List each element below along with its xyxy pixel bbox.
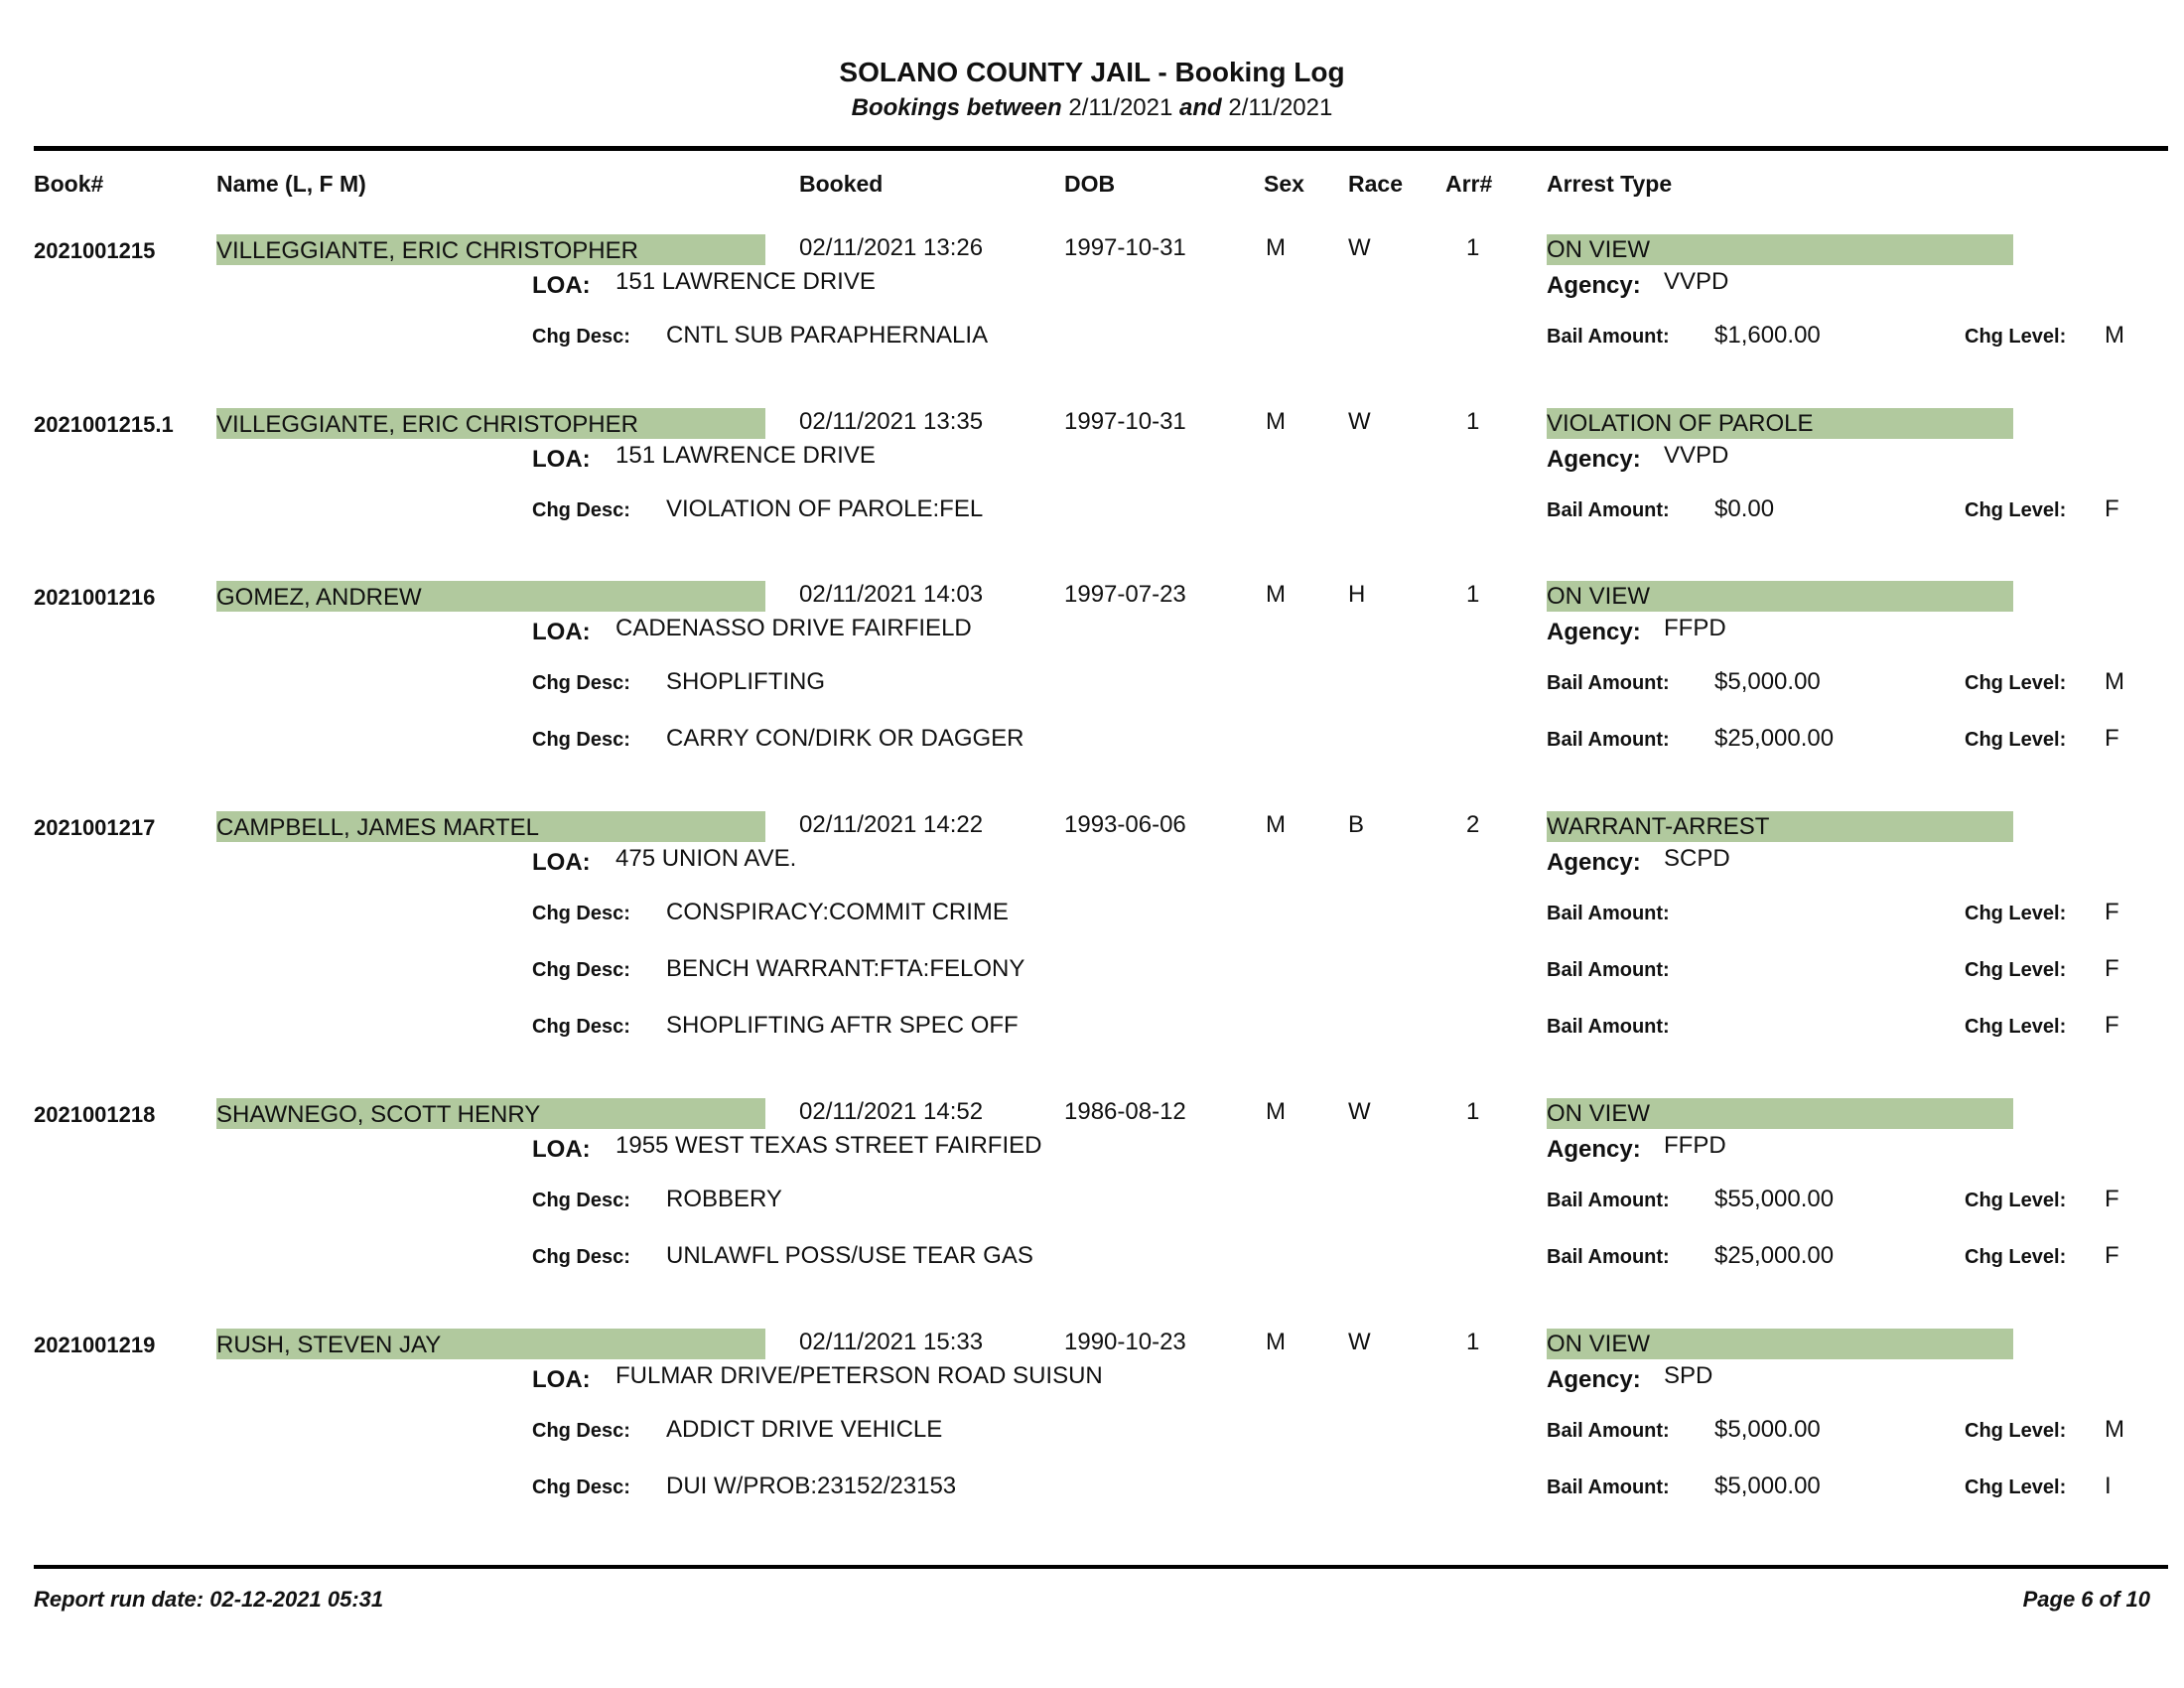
agency-value: FFPD <box>1664 1132 1726 1159</box>
charge-level: M <box>2105 1416 2124 1443</box>
chg-level-label: Chg Level: <box>1965 1190 2067 1211</box>
book-number: 2021001216 <box>34 585 156 610</box>
inmate-name: RUSH, STEVEN JAY <box>216 1329 765 1359</box>
bail-amount-label: Bail Amount: <box>1547 499 1670 521</box>
agency-label: Agency: <box>1547 1136 1641 1163</box>
charge-description: SHOPLIFTING <box>666 668 826 695</box>
arrest-count: 2 <box>1466 811 1480 838</box>
sex-value: M <box>1266 234 1286 261</box>
loa-label: LOA: <box>532 272 591 299</box>
loa-value: 151 LAWRENCE DRIVE <box>615 268 876 295</box>
race-value: W <box>1348 408 1371 435</box>
race-value: B <box>1348 811 1365 838</box>
bail-amount-label: Bail Amount: <box>1547 672 1670 694</box>
loa-value: FULMAR DRIVE/PETERSON ROAD SUISUN <box>615 1362 1103 1389</box>
arrest-type: ON VIEW <box>1547 234 2013 265</box>
col-header-name: Name (L, F M) <box>216 171 366 197</box>
arrest-type: ON VIEW <box>1547 581 2013 612</box>
col-header-sex: Sex <box>1264 171 1304 197</box>
agency-value: FFPD <box>1664 615 1726 641</box>
charge-level: M <box>2105 322 2124 349</box>
loa-label: LOA: <box>532 1366 591 1393</box>
charge-description: ADDICT DRIVE VEHICLE <box>666 1416 943 1443</box>
report-title: SOLANO COUNTY JAIL - Booking Log <box>839 57 1345 87</box>
agency-value: VVPD <box>1664 268 1729 295</box>
book-number: 2021001218 <box>34 1102 156 1127</box>
agency-label: Agency: <box>1547 849 1641 876</box>
date-of-birth: 1997-10-31 <box>1064 234 1186 261</box>
loa-label: LOA: <box>532 619 591 645</box>
subtitle-and: and <box>1179 94 1222 121</box>
sex-value: M <box>1266 1329 1286 1355</box>
col-header-arrest-type: Arrest Type <box>1547 171 1673 197</box>
footer-rule <box>34 1565 2168 1569</box>
charge-description: ROBBERY <box>666 1186 782 1212</box>
loa-value: CADENASSO DRIVE FAIRFIELD <box>615 615 972 641</box>
chg-desc-label: Chg Desc: <box>532 1190 630 1211</box>
bail-amount-label: Bail Amount: <box>1547 1477 1670 1498</box>
charge-level: F <box>2105 1242 2119 1269</box>
arrest-count: 1 <box>1466 408 1480 435</box>
bail-amount-label: Bail Amount: <box>1547 1016 1670 1038</box>
charge-description: BENCH WARRANT:FTA:FELONY <box>666 955 1025 982</box>
chg-level-label: Chg Level: <box>1965 729 2067 751</box>
booked-datetime: 02/11/2021 15:33 <box>799 1329 984 1355</box>
arrest-count: 1 <box>1466 1329 1480 1355</box>
chg-desc-label: Chg Desc: <box>532 1477 630 1498</box>
chg-desc-label: Chg Desc: <box>532 959 630 981</box>
loa-value: 475 UNION AVE. <box>615 845 797 872</box>
arrest-type: VIOLATION OF PAROLE <box>1547 408 2013 439</box>
chg-desc-label: Chg Desc: <box>532 499 630 521</box>
book-number: 2021001215.1 <box>34 412 174 437</box>
book-number: 2021001217 <box>34 815 156 840</box>
bail-amount: $0.00 <box>1714 495 1775 522</box>
loa-label: LOA: <box>532 1136 591 1163</box>
inmate-name: CAMPBELL, JAMES MARTEL <box>216 811 765 842</box>
charge-level: F <box>2105 495 2119 522</box>
chg-level-label: Chg Level: <box>1965 959 2067 981</box>
charge-level: F <box>2105 899 2119 925</box>
race-value: W <box>1348 1329 1371 1355</box>
book-number: 2021001219 <box>34 1333 156 1357</box>
race-value: W <box>1348 234 1371 261</box>
bail-amount-label: Bail Amount: <box>1547 729 1670 751</box>
chg-desc-label: Chg Desc: <box>532 1246 630 1268</box>
loa-label: LOA: <box>532 849 591 876</box>
chg-desc-label: Chg Desc: <box>532 326 630 348</box>
chg-desc-label: Chg Desc: <box>532 1420 630 1442</box>
charge-description: DUI W/PROB:23152/23153 <box>666 1473 957 1499</box>
booked-datetime: 02/11/2021 14:22 <box>799 811 984 838</box>
chg-level-label: Chg Level: <box>1965 1420 2067 1442</box>
sex-value: M <box>1266 581 1286 608</box>
bail-amount-label: Bail Amount: <box>1547 959 1670 981</box>
loa-value: 151 LAWRENCE DRIVE <box>615 442 876 469</box>
date-of-birth: 1997-10-31 <box>1064 408 1186 435</box>
chg-level-label: Chg Level: <box>1965 903 2067 924</box>
agency-value: SPD <box>1664 1362 1713 1389</box>
charge-level: I <box>2105 1473 2112 1499</box>
date-of-birth: 1986-08-12 <box>1064 1098 1186 1125</box>
charge-description: SHOPLIFTING AFTR SPEC OFF <box>666 1012 1019 1039</box>
sex-value: M <box>1266 1098 1286 1125</box>
booked-datetime: 02/11/2021 13:35 <box>799 408 984 435</box>
loa-label: LOA: <box>532 446 591 473</box>
chg-level-label: Chg Level: <box>1965 499 2067 521</box>
date-to: 2/11/2021 <box>1228 94 1333 121</box>
chg-level-label: Chg Level: <box>1965 672 2067 694</box>
col-header-dob: DOB <box>1064 171 1116 197</box>
bail-amount: $5,000.00 <box>1714 1416 1821 1443</box>
subtitle-prefix: Bookings between <box>851 94 1062 121</box>
charge-description: VIOLATION OF PAROLE:FEL <box>666 495 984 522</box>
chg-desc-label: Chg Desc: <box>532 903 630 924</box>
bail-amount-label: Bail Amount: <box>1547 1246 1670 1268</box>
col-header-arr: Arr# <box>1445 171 1493 197</box>
charge-level: F <box>2105 1012 2119 1039</box>
charge-level: F <box>2105 725 2119 752</box>
chg-level-label: Chg Level: <box>1965 326 2067 348</box>
inmate-name: GOMEZ, ANDREW <box>216 581 765 612</box>
bail-amount: $25,000.00 <box>1714 1242 1835 1269</box>
chg-desc-label: Chg Desc: <box>532 672 630 694</box>
arrest-count: 1 <box>1466 234 1480 261</box>
booked-datetime: 02/11/2021 13:26 <box>799 234 984 261</box>
date-of-birth: 1997-07-23 <box>1064 581 1186 608</box>
inmate-name: VILLEGGIANTE, ERIC CHRISTOPHER <box>216 408 765 439</box>
sex-value: M <box>1266 408 1286 435</box>
charge-description: CARRY CON/DIRK OR DAGGER <box>666 725 1024 752</box>
bail-amount-label: Bail Amount: <box>1547 1190 1670 1211</box>
bail-amount: $25,000.00 <box>1714 725 1835 752</box>
chg-desc-label: Chg Desc: <box>532 1016 630 1038</box>
race-value: H <box>1348 581 1366 608</box>
col-header-race: Race <box>1348 171 1403 197</box>
race-value: W <box>1348 1098 1371 1125</box>
agency-label: Agency: <box>1547 1366 1641 1393</box>
arrest-type: ON VIEW <box>1547 1329 2013 1359</box>
bail-amount-label: Bail Amount: <box>1547 1420 1670 1442</box>
date-from: 2/11/2021 <box>1068 94 1173 121</box>
sex-value: M <box>1266 811 1286 838</box>
arrest-type: WARRANT-ARREST <box>1547 811 2013 842</box>
charge-level: F <box>2105 955 2119 982</box>
arrest-count: 1 <box>1466 581 1480 608</box>
header-rule <box>34 146 2168 151</box>
charge-description: UNLAWFL POSS/USE TEAR GAS <box>666 1242 1033 1269</box>
arrest-count: 1 <box>1466 1098 1480 1125</box>
page-number: Page 6 of 10 <box>2022 1587 2150 1612</box>
charge-level: F <box>2105 1186 2119 1212</box>
agency-value: VVPD <box>1664 442 1729 469</box>
bail-amount-label: Bail Amount: <box>1547 326 1670 348</box>
loa-value: 1955 WEST TEXAS STREET FAIRFIED <box>615 1132 1042 1159</box>
bail-amount: $1,600.00 <box>1714 322 1821 349</box>
book-number: 2021001215 <box>34 238 156 263</box>
charge-description: CNTL SUB PARAPHERNALIA <box>666 322 989 349</box>
inmate-name: SHAWNEGO, SCOTT HENRY <box>216 1098 765 1129</box>
col-header-book: Book# <box>34 171 104 197</box>
chg-level-label: Chg Level: <box>1965 1477 2067 1498</box>
chg-desc-label: Chg Desc: <box>532 729 630 751</box>
bail-amount: $55,000.00 <box>1714 1186 1835 1212</box>
col-header-booked: Booked <box>799 171 884 197</box>
chg-level-label: Chg Level: <box>1965 1246 2067 1268</box>
charge-level: M <box>2105 668 2124 695</box>
agency-label: Agency: <box>1547 446 1641 473</box>
agency-label: Agency: <box>1547 619 1641 645</box>
charge-description: CONSPIRACY:COMMIT CRIME <box>666 899 1009 925</box>
date-of-birth: 1993-06-06 <box>1064 811 1186 838</box>
agency-value: SCPD <box>1664 845 1730 872</box>
report-run-date: Report run date: 02-12-2021 05:31 <box>34 1587 384 1612</box>
bail-amount-label: Bail Amount: <box>1547 903 1670 924</box>
bail-amount: $5,000.00 <box>1714 1473 1821 1499</box>
bail-amount: $5,000.00 <box>1714 668 1821 695</box>
agency-label: Agency: <box>1547 272 1641 299</box>
inmate-name: VILLEGGIANTE, ERIC CHRISTOPHER <box>216 234 765 265</box>
arrest-type: ON VIEW <box>1547 1098 2013 1129</box>
booked-datetime: 02/11/2021 14:03 <box>799 581 984 608</box>
chg-level-label: Chg Level: <box>1965 1016 2067 1038</box>
report-subtitle <box>0 94 2184 122</box>
date-of-birth: 1990-10-23 <box>1064 1329 1186 1355</box>
booked-datetime: 02/11/2021 14:52 <box>799 1098 984 1125</box>
